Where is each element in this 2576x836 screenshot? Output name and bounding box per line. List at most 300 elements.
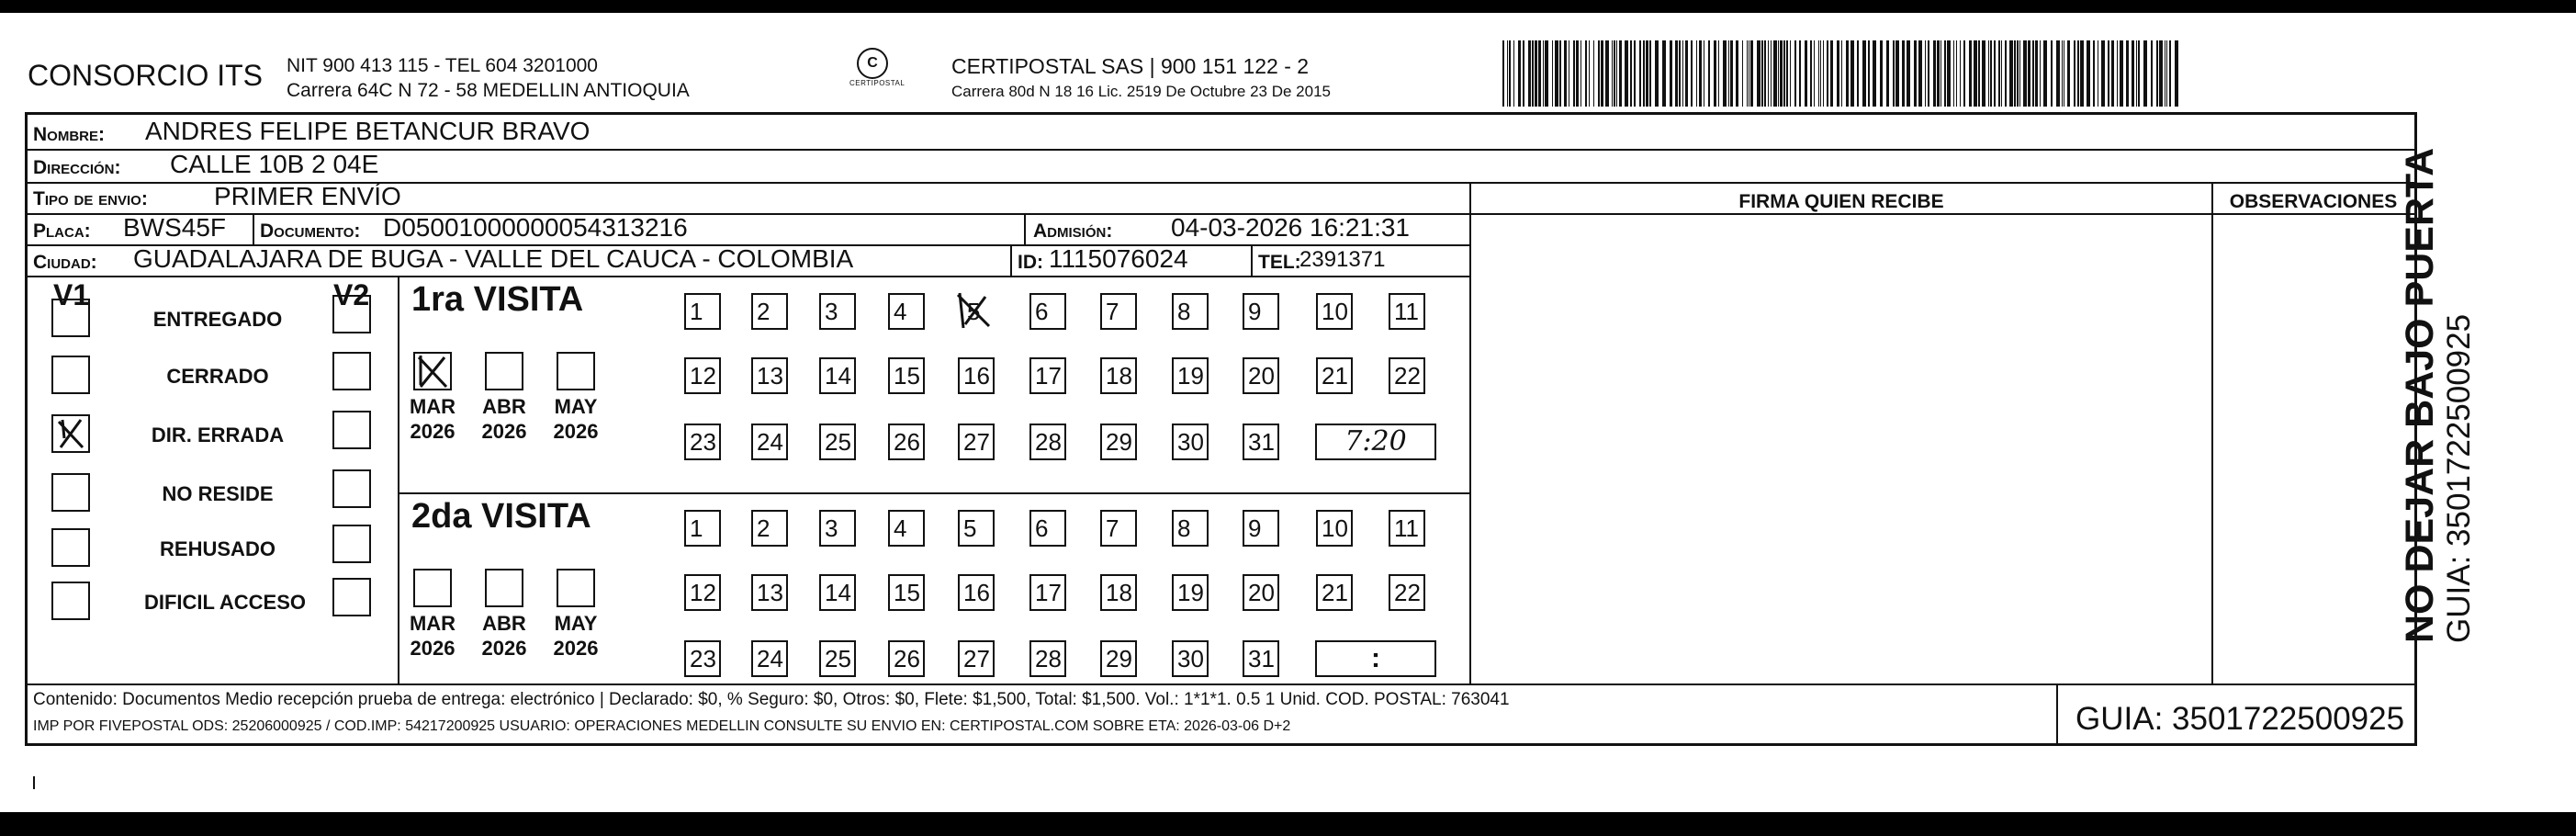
- bottom-black-bar: [0, 812, 2576, 836]
- placa-value: BWS45F: [123, 213, 227, 242]
- barcode-bar: [1786, 40, 1788, 107]
- barcode-bar: [1895, 40, 1899, 107]
- month-label: [405, 394, 460, 444]
- barcode-bar: [1528, 40, 1531, 107]
- day-checkbox[interactable]: 17: [1029, 574, 1066, 611]
- barcode-bar: [2166, 40, 2167, 107]
- barcode-bar: [1532, 40, 1534, 107]
- barcode-bar: [1502, 40, 1504, 107]
- v1-checkbox[interactable]: [51, 414, 90, 453]
- barcode-bar: [1963, 40, 1965, 107]
- barcode-bar: [1814, 40, 1815, 107]
- barcode-bar: [1820, 40, 1821, 107]
- documento-label: Documento:: [260, 220, 361, 242]
- barcode-bar: [1662, 40, 1666, 107]
- barcode-bar: [1634, 40, 1636, 107]
- barcode-bar: [1768, 40, 1769, 107]
- day-checkbox[interactable]: 15: [888, 574, 925, 611]
- observaciones-header: OBSERVACIONES: [2229, 191, 2398, 212]
- day-checkbox[interactable]: 11: [1389, 510, 1425, 547]
- day-checkbox[interactable]: 27: [958, 424, 995, 460]
- barcode-bar: [1780, 40, 1783, 107]
- barcode-bar: [1699, 40, 1702, 107]
- day-checkbox[interactable]: 23: [684, 424, 721, 460]
- barcode-bar: [1507, 40, 1508, 107]
- barcode-bar: [1630, 40, 1632, 107]
- barcode-bar: [1805, 40, 1807, 107]
- time-box[interactable]: :: [1315, 640, 1436, 677]
- barcode-bar: [1902, 40, 1905, 107]
- barcode-bar: [1937, 40, 1940, 107]
- status-label: DIFICIL ACCESO: [143, 591, 306, 614]
- logo-mark-icon: C: [857, 48, 888, 79]
- shipping-form: [25, 112, 2417, 746]
- month-name: MAY: [554, 395, 598, 418]
- day-checkbox[interactable]: 2: [751, 510, 788, 547]
- barcode-bar: [1773, 40, 1777, 107]
- barcode-bar: [1846, 40, 1849, 107]
- day-checkbox[interactable]: 21: [1316, 357, 1353, 394]
- month-checkbox[interactable]: [557, 352, 595, 390]
- tel-label: TEL:: [1258, 252, 1301, 273]
- month-year: 2026: [481, 637, 527, 660]
- day-checkbox[interactable]: 10: [1316, 510, 1353, 547]
- day-checkbox[interactable]: 24: [751, 424, 788, 460]
- month-year: 2026: [481, 420, 527, 443]
- barcode-bar: [1742, 40, 1743, 107]
- barcode-bar: [1823, 40, 1824, 107]
- barcode-bar: [1545, 40, 1548, 107]
- barcode-bar: [1944, 40, 1946, 107]
- day-number: 5: [967, 298, 981, 325]
- barcode-bar: [1555, 40, 1558, 107]
- barcode-bar: [2136, 40, 2137, 107]
- barcode-bar: [1947, 40, 1951, 107]
- check-x-icon: [53, 416, 88, 451]
- month-name: ABR: [482, 395, 526, 418]
- barcode-bar: [1757, 40, 1760, 107]
- barcode-bar: [1790, 40, 1791, 107]
- barcode-bar: [1518, 40, 1521, 107]
- barcode-bar: [2169, 40, 2171, 107]
- barcode-bar: [1598, 40, 1600, 107]
- day-checkbox[interactable]: 11: [1389, 293, 1425, 330]
- nombre-label: Nombre:: [33, 124, 105, 145]
- day-checkbox[interactable]: 20: [1243, 574, 1279, 611]
- barcode-bar: [1616, 40, 1617, 107]
- barcode-bar: [1646, 40, 1648, 107]
- v1-checkbox[interactable]: [51, 356, 90, 394]
- day-checkbox[interactable]: 17: [1029, 357, 1066, 394]
- v1-checkbox[interactable]: [51, 299, 90, 337]
- status-label: CERRADO: [166, 365, 269, 388]
- v2-checkbox[interactable]: [332, 525, 371, 563]
- barcode-bar: [1880, 40, 1883, 107]
- barcode-bar: [1994, 40, 1996, 107]
- barcode-bar: [1750, 40, 1753, 107]
- ciudad-value: GUADALAJARA DE BUGA - VALLE DEL CAUCA - COLOMBIA: [133, 244, 854, 273]
- barcode-bar: [1857, 40, 1859, 107]
- firma-header: FIRMA QUIEN RECIBE: [1738, 191, 1944, 212]
- barcode-bar: [1730, 40, 1733, 107]
- documento-value: D05001000000054313216: [383, 213, 688, 242]
- day-checkbox[interactable]: 7: [1100, 293, 1137, 330]
- barcode-bar: [2138, 40, 2140, 107]
- month-name: MAY: [554, 612, 598, 635]
- barcode-bar: [1827, 40, 1828, 107]
- barcode-bar: [1799, 40, 1801, 107]
- day-checkbox[interactable]: 27: [958, 640, 995, 677]
- day-checkbox[interactable]: 6: [1029, 510, 1066, 547]
- barcode-bar: [2028, 40, 2030, 107]
- certipostal-line: CERTIPOSTAL SAS | 900 151 122 - 2: [951, 54, 1310, 78]
- day-checkbox[interactable]: 1: [684, 510, 721, 547]
- month-label: [548, 394, 603, 444]
- month-year: 2026: [553, 637, 599, 660]
- day-checkbox[interactable]: 24: [751, 640, 788, 677]
- certipostal-info: [951, 53, 1331, 105]
- barcode-bar: [1747, 40, 1748, 107]
- barcode-bar: [1696, 40, 1697, 107]
- admision-label: Admisión:: [1033, 220, 1113, 242]
- barcode-bar: [2051, 40, 2053, 107]
- barcode-bar: [1953, 40, 1954, 107]
- barcode-bar: [1612, 40, 1613, 107]
- barcode-bar: [2032, 40, 2034, 107]
- day-checkbox[interactable]: 26: [888, 424, 925, 460]
- barcode-bar: [1873, 40, 1876, 107]
- barcode-bar: [1580, 40, 1581, 107]
- barcode-bar: [1818, 40, 1819, 107]
- barcode-bar: [1685, 40, 1688, 107]
- barcode-bar: [1718, 40, 1719, 107]
- day-checkbox[interactable]: 18: [1100, 357, 1137, 394]
- barcode-bar: [2093, 40, 2095, 107]
- edge-mark: [33, 776, 35, 789]
- barcode: [1502, 40, 2180, 107]
- day-checkbox[interactable]: 19: [1172, 574, 1209, 611]
- barcode-bar: [2101, 40, 2105, 107]
- barcode-bar: [1998, 40, 2000, 107]
- company-contact: [287, 53, 690, 103]
- id-value: 1115076024: [1049, 244, 1188, 273]
- tipo-envio-label: Tipo de envio:: [33, 188, 148, 209]
- day-checkbox[interactable]: 12: [684, 574, 721, 611]
- barcode-bar: [2159, 40, 2163, 107]
- contenido-line: Contenido: Documentos Medio recepción prueba de entrega: electrónico | Declarado: $0, % Seguro: $0, Otros: $0, Flete: $1,500, Total: $1,500. Vol.: 1*1*1. 0.5 1 Unid. COD. POSTAL: 763041: [33, 690, 1510, 709]
- day-checkbox[interactable]: 23: [684, 640, 721, 677]
- day-checkbox[interactable]: 18: [1100, 574, 1137, 611]
- v1-checkbox[interactable]: [51, 582, 90, 620]
- barcode-bar: [1850, 40, 1854, 107]
- barcode-bar: [1969, 40, 1972, 107]
- barcode-bar: [1990, 40, 1992, 107]
- status-label: DIR. ERRADA: [151, 424, 285, 446]
- barcode-bar: [2067, 40, 2070, 107]
- col-divider: [1010, 244, 1012, 276]
- day-checkbox[interactable]: 4: [888, 510, 925, 547]
- month-checkbox[interactable]: [557, 569, 595, 607]
- barcode-bar: [1771, 40, 1772, 107]
- col-divider: [1469, 182, 1471, 683]
- barcode-bar: [1691, 40, 1693, 107]
- day-checkbox[interactable]: 31: [1243, 640, 1279, 677]
- month-label: [405, 611, 460, 661]
- day-checkbox[interactable]: 10: [1316, 293, 1353, 330]
- day-checkbox[interactable]: 22: [1389, 357, 1425, 394]
- barcode-bar: [1925, 40, 1926, 107]
- barcode-bar: [1974, 40, 1977, 107]
- barcode-bar: [1837, 40, 1839, 107]
- col-divider: [1024, 213, 1026, 244]
- barcode-bar: [1564, 40, 1567, 107]
- barcode-bar: [1625, 40, 1628, 107]
- barcode-bar: [2035, 40, 2038, 107]
- side-text: [2399, 148, 2478, 643]
- col-divider: [1251, 244, 1253, 276]
- barcode-bar: [1523, 40, 1524, 107]
- v1-checkbox[interactable]: [51, 528, 90, 567]
- day-checkbox[interactable]: 28: [1029, 640, 1066, 677]
- barcode-bar: [1655, 40, 1659, 107]
- day-checkbox[interactable]: 28: [1029, 424, 1066, 460]
- placa-label: Placa:: [33, 220, 91, 242]
- day-checkbox[interactable]: 16: [958, 574, 995, 611]
- day-checkbox[interactable]: 5: [958, 510, 995, 547]
- barcode-bar: [1736, 40, 1738, 107]
- barcode-bar: [1639, 40, 1641, 107]
- day-checkbox[interactable]: 31: [1243, 424, 1279, 460]
- month-name: ABR: [482, 612, 526, 635]
- day-checkbox[interactable]: 21: [1316, 574, 1353, 611]
- barcode-bar: [1783, 40, 1785, 107]
- day-checkbox[interactable]: 7: [1100, 510, 1137, 547]
- barcode-bar: [2009, 40, 2013, 107]
- barcode-bar: [2117, 40, 2118, 107]
- barcode-bar: [2156, 40, 2158, 107]
- barcode-bar: [1728, 40, 1729, 107]
- barcode-bar: [1585, 40, 1587, 107]
- tel-value: 2391371: [1299, 247, 1386, 272]
- day-checkbox[interactable]: 9: [1243, 293, 1279, 330]
- day-checkbox[interactable]: 6: [1029, 293, 1066, 330]
- company-name: CONSORCIO ITS: [28, 59, 264, 92]
- day-checkbox[interactable]: 25: [819, 640, 856, 677]
- visit-title: 2da VISITA: [411, 497, 591, 536]
- barcode-bar: [1576, 40, 1579, 107]
- v1-label: V1: [53, 278, 90, 311]
- day-checkbox[interactable]: 4: [888, 293, 925, 330]
- status-label: NO RESIDE: [162, 482, 274, 505]
- barcode-bar: [1933, 40, 1936, 107]
- barcode-bar: [1552, 40, 1553, 107]
- barcode-bar: [1928, 40, 1929, 107]
- barcode-bar: [1714, 40, 1716, 107]
- barcode-bar: [1513, 40, 1514, 107]
- barcode-bar: [2040, 40, 2041, 107]
- month-year: 2026: [410, 420, 456, 443]
- day-checkbox[interactable]: 30: [1172, 424, 1209, 460]
- admision-value: 04-03-2026 16:21:31: [1171, 213, 1410, 242]
- barcode-bar: [1960, 40, 1961, 107]
- day-checkbox[interactable]: 26: [888, 640, 925, 677]
- day-checkbox[interactable]: 13: [751, 357, 788, 394]
- nombre-value: ANDRES FELIPE BETANCUR BRAVO: [145, 117, 591, 145]
- barcode-bar: [2080, 40, 2084, 107]
- barcode-bar: [2120, 40, 2123, 107]
- barcode-bar: [1509, 40, 1511, 107]
- barcode-bar: [2023, 40, 2027, 107]
- barcode-bar: [1893, 40, 1895, 107]
- barcode-bar: [1761, 40, 1763, 107]
- barcode-bar: [1914, 40, 1917, 107]
- barcode-bar: [1682, 40, 1683, 107]
- day-checkbox[interactable]: 15: [888, 357, 925, 394]
- day-checkbox[interactable]: 19: [1172, 357, 1209, 394]
- month-checkbox[interactable]: [413, 352, 452, 390]
- day-checkbox[interactable]: 9: [1243, 510, 1279, 547]
- month-label: [477, 394, 532, 444]
- id-label: ID:: [1018, 252, 1043, 273]
- row-divider: [28, 276, 1469, 277]
- barcode-bar: [1830, 40, 1833, 107]
- month-label: [477, 611, 532, 661]
- certipostal-license: Carrera 80d N 18 16 Lic. 2519 De Octubre 23 De 2015: [951, 83, 1331, 100]
- day-checkbox[interactable]: 3: [819, 510, 856, 547]
- v2-label: V2: [333, 278, 370, 311]
- v2-checkbox[interactable]: [332, 352, 371, 390]
- barcode-bar: [1868, 40, 1870, 107]
- barcode-bar: [1573, 40, 1575, 107]
- v1-checkbox[interactable]: [51, 473, 90, 512]
- day-checkbox[interactable]: 1: [684, 293, 721, 330]
- status-label: ENTREGADO: [152, 308, 283, 331]
- day-checkbox[interactable]: 8: [1172, 510, 1209, 547]
- barcode-bar: [1708, 40, 1710, 107]
- barcode-bar: [2014, 40, 2016, 107]
- ciudad-label: Ciudad:: [33, 252, 97, 273]
- barcode-bar: [1764, 40, 1766, 107]
- barcode-bar: [1723, 40, 1727, 107]
- day-checkbox[interactable]: 12: [684, 357, 721, 394]
- day-checkbox[interactable]: 2: [751, 293, 788, 330]
- month-year: 2026: [410, 637, 456, 660]
- day-checkbox[interactable]: 13: [751, 574, 788, 611]
- time-box[interactable]: 7:20: [1315, 424, 1436, 460]
- top-black-bar: [0, 0, 2576, 13]
- barcode-bar: [2108, 40, 2109, 107]
- barcode-bar: [1862, 40, 1866, 107]
- visit-title: 1ra VISITA: [411, 280, 584, 319]
- tipo-envio-value: PRIMER ENVÍO: [214, 182, 401, 210]
- barcode-bar: [2001, 40, 2002, 107]
- direccion-label: Dirección:: [33, 157, 121, 178]
- barcode-bar: [1538, 40, 1541, 107]
- day-checkbox[interactable]: 29: [1100, 640, 1137, 677]
- certipostal-logo: [849, 48, 906, 103]
- barcode-bar: [1601, 40, 1603, 107]
- day-checkbox[interactable]: 8: [1172, 293, 1209, 330]
- logo-text: CERTIPOSTAL: [849, 79, 906, 87]
- v2-checkbox[interactable]: [332, 411, 371, 449]
- day-checkbox[interactable]: 16: [958, 357, 995, 394]
- barcode-bar: [1778, 40, 1779, 107]
- day-checkbox[interactable]: 30: [1172, 640, 1209, 677]
- barcode-bar: [1794, 40, 1796, 107]
- barcode-bar: [2056, 40, 2060, 107]
- barcode-bar: [1589, 40, 1590, 107]
- barcode-bar: [1988, 40, 1989, 107]
- barcode-bar: [1559, 40, 1561, 107]
- day-checkbox[interactable]: 29: [1100, 424, 1137, 460]
- day-checkbox[interactable]: 3: [819, 293, 856, 330]
- barcode-bar: [1675, 40, 1678, 107]
- barcode-bar: [1886, 40, 1889, 107]
- v2-checkbox[interactable]: [332, 578, 371, 616]
- barcode-bar: [1956, 40, 1957, 107]
- barcode-bar: [1670, 40, 1672, 107]
- barcode-bar: [2005, 40, 2007, 107]
- barcode-bar: [2126, 40, 2129, 107]
- barcode-bar: [1643, 40, 1645, 107]
- side-warning: NO DEJAR BAJO PUERTA: [2398, 147, 2442, 643]
- barcode-bar: [1810, 40, 1812, 107]
- barcode-bar: [2151, 40, 2153, 107]
- barcode-bar: [2175, 40, 2178, 107]
- barcode-bar: [2111, 40, 2114, 107]
- barcode-bar: [2062, 40, 2063, 107]
- v2-checkbox[interactable]: [332, 469, 371, 508]
- nit-line: NIT 900 413 115 - TEL 604 3201000: [287, 55, 598, 76]
- barcode-bar: [2043, 40, 2047, 107]
- barcode-bar: [1940, 40, 1941, 107]
- address-line: Carrera 64C N 72 - 58 MEDELLIN ANTIOQUIA: [287, 80, 690, 101]
- day-checkbox[interactable]: 20: [1243, 357, 1279, 394]
- month-checkbox[interactable]: [413, 569, 452, 607]
- barcode-bar: [1907, 40, 1910, 107]
- month-label: [548, 611, 603, 661]
- month-name: MAR: [409, 395, 456, 418]
- barcode-bar: [2017, 40, 2019, 107]
- row-divider: [28, 149, 2414, 151]
- v2-checkbox[interactable]: [332, 295, 371, 333]
- col-divider: [2211, 182, 2213, 683]
- barcode-bar: [1918, 40, 1922, 107]
- month-checkbox[interactable]: [485, 352, 523, 390]
- day-checkbox[interactable]: 22: [1389, 574, 1425, 611]
- barcode-bar: [1982, 40, 1985, 107]
- direccion-value: CALLE 10B 2 04E: [170, 150, 379, 178]
- month-name: MAR: [409, 612, 456, 635]
- barcode-bar: [1841, 40, 1842, 107]
- day-checkbox[interactable]: 25: [819, 424, 856, 460]
- day-checkbox[interactable]: 14: [819, 574, 856, 611]
- barcode-bar: [2143, 40, 2147, 107]
- month-checkbox[interactable]: [485, 569, 523, 607]
- barcode-bar: [2019, 40, 2020, 107]
- day-checkbox[interactable]: 14: [819, 357, 856, 394]
- col-divider: [398, 276, 399, 683]
- barcode-bar: [2077, 40, 2079, 107]
- check-x-icon: [415, 354, 450, 389]
- month-year: 2026: [553, 420, 599, 443]
- barcode-bar: [1605, 40, 1609, 107]
- barcode-bar: [1543, 40, 1544, 107]
- imp-line: IMP POR FIVEPOSTAL ODS: 25206000925 / COD.IMP: 54217200925 USUARIO: OPERACIONES MEDELLIN CONSULTE SU ENVIO EN: CERTIPOSTAL.COM SOBRE ETA: 2026-03-06 D+2: [33, 718, 1291, 734]
- barcode-bar: [2087, 40, 2090, 107]
- day-checkbox[interactable]: [958, 293, 995, 330]
- col-divider: [253, 213, 254, 244]
